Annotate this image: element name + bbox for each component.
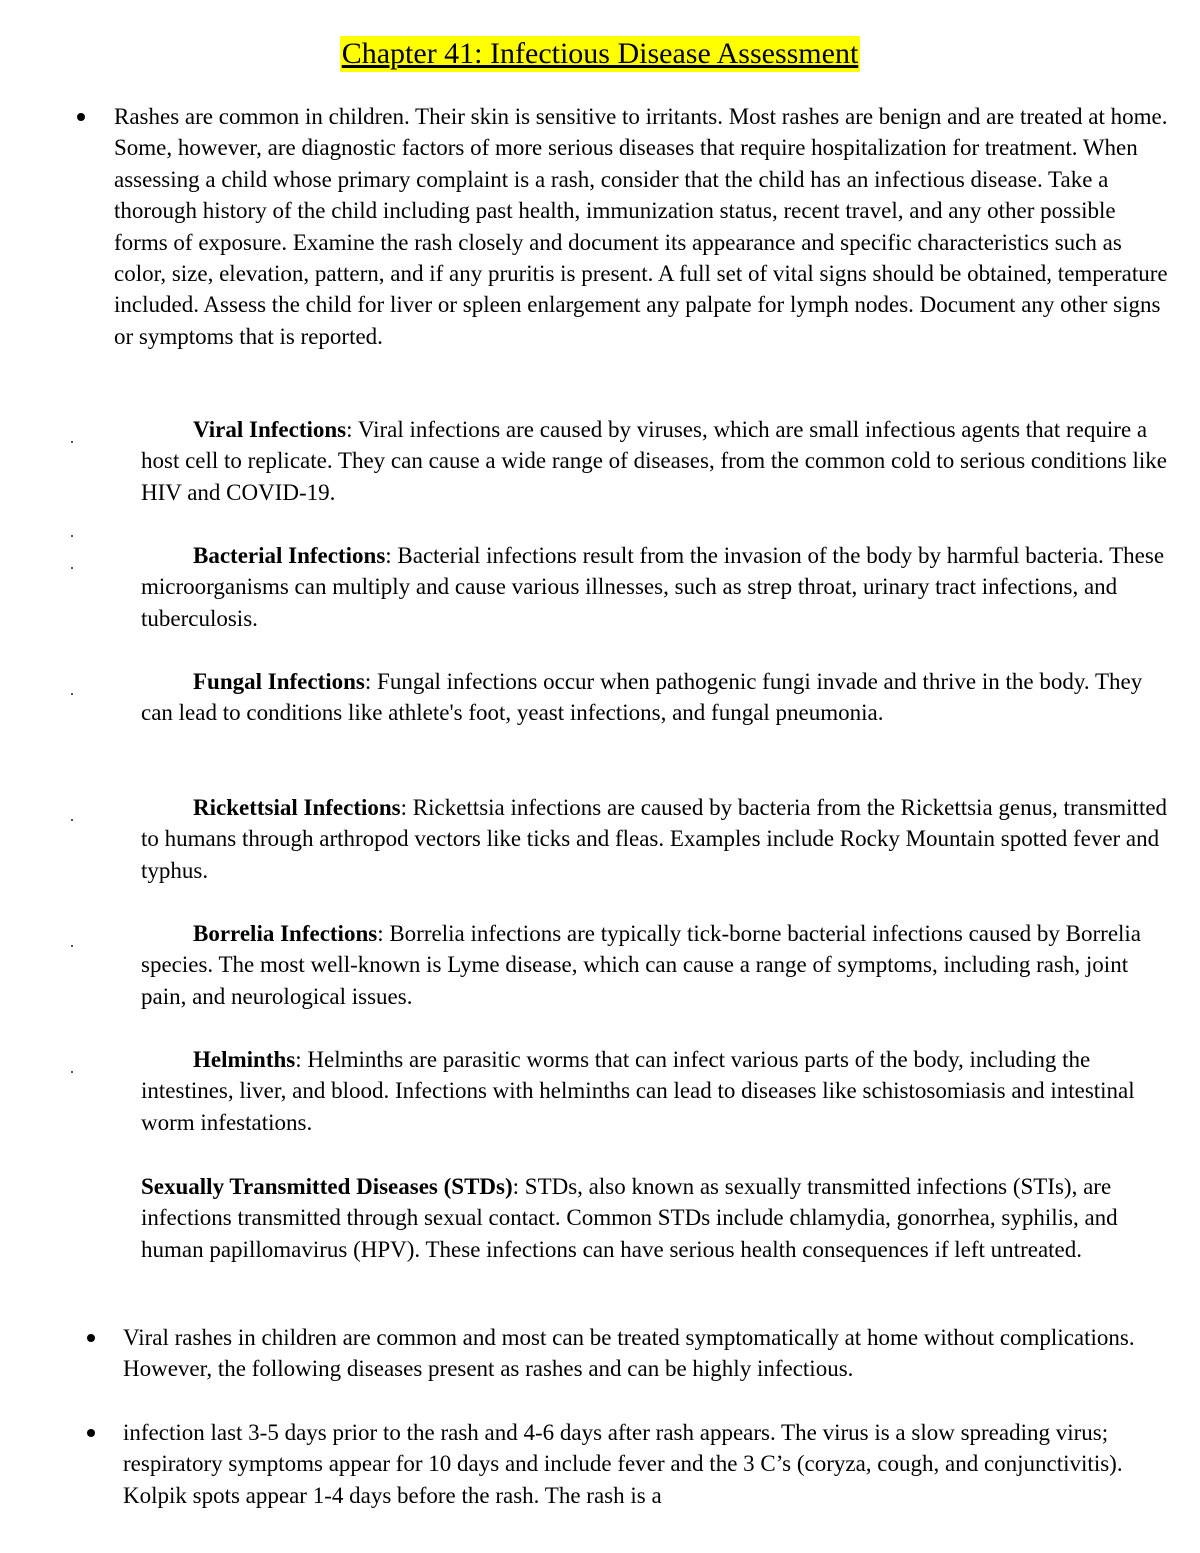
term-bacterial-infections: Bacterial Infections	[193, 543, 386, 568]
term-helminths: Helminths	[193, 1047, 296, 1072]
definition-viral-infections: : Viral infections are caused by viruses, which are small infectious agents that require a host cell to replicate. They can cause a wide range of diseases, from the common cold to serious conditions like HIV and COVID-19.	[141, 417, 1167, 505]
definition-bacterial-infections: : Bacterial infections result from the invasion of the body by harmful bacteria. These microorganisms can multiply and cause various illnesses, such as strep throat, urinary tract infections, and tuberculosis.	[141, 543, 1165, 631]
title-container	[0, 36, 1200, 72]
definition-rickettsial-infections: : Rickettsia infections are caused by bacteria from the Rickettsia genus, transmitted to humans through arthropod vectors like ticks and fleas. Examples include Rocky Mountain spotted fever and typhus.	[141, 795, 1168, 883]
term-stds: Sexually Transmitted Diseases (STDs)	[141, 1174, 513, 1199]
margin-marker	[71, 441, 73, 443]
paragraph-rashes-intro: Rashes are common in children. Their skin is sensitive to irritants. Most rashes are benign and are treated at home. Some, however, are diagnostic factors of more serious diseases that require hospitalization for treatment. When assessing a child whose primary complaint is a rash, consider that the child has an infectious disease. Take a thorough history of the child including past health, immunization status, recent travel, and any other possible forms of exposure. Examine the rash closely and document its appearance and specific characteristics such as color, size, elevation, pattern, and if any pruritis is present. A full set of vital signs should be obtained, temperature included. Assess the child for liver or spleen enlargement any palpate for lymph nodes. Document any other signs or symptoms that is reported.	[114, 104, 1168, 349]
term-viral-infections: Viral Infections	[193, 417, 347, 442]
margin-marker	[71, 693, 73, 695]
margin-marker	[71, 819, 73, 821]
paragraph-rickettsial-infections	[141, 792, 1171, 886]
paragraph-infection-duration: infection last 3-5 days prior to the rash and 4-6 days after rash appears. The virus is a slow spreading virus; respiratory symptoms appear for 10 days and include fever and the 3 C’s (coryza, cough, and conjunctivitis). Kolpik spots appear 1-4 days before the rash. The rash is a	[123, 1420, 1123, 1508]
paragraph-helminths	[141, 1044, 1171, 1138]
term-fungal-infections: Fungal Infections	[193, 669, 365, 694]
bullet-icon	[77, 113, 85, 121]
term-rickettsial-infections: Rickettsial Infections	[193, 795, 401, 820]
bullet-icon	[87, 1429, 95, 1437]
definition-fungal-infections: : Fungal infections occur when pathogenic fungi invade and thrive in the body. They can lead to conditions like athlete's foot, yeast infections, and fungal pneumonia.	[141, 669, 1143, 726]
margin-marker	[71, 945, 73, 947]
term-borrelia-infections: Borrelia Infections	[193, 921, 378, 946]
paragraph-fungal-infections	[141, 666, 1171, 729]
margin-marker	[71, 1071, 73, 1073]
definition-helminths: : Helminths are parasitic worms that can infect various parts of the body, including the intestines, liver, and blood. Infections with helminths can lead to diseases like schistosomiasis and intestinal worm infestations.	[141, 1047, 1135, 1135]
paragraph-borrelia-infections	[141, 918, 1171, 1012]
margin-marker	[71, 535, 73, 537]
paragraph-viral-infections	[141, 414, 1171, 508]
margin-marker	[71, 567, 73, 569]
bullet-icon	[87, 1334, 95, 1342]
paragraph-stds	[141, 1171, 1171, 1265]
definition-borrelia-infections: : Borrelia infections are typically tick-borne bacterial infections caused by Borrelia species. The most well-known is Lyme disease, which can cause a range of symptoms, including rash, joint pain, and neurological issues.	[141, 921, 1142, 1009]
paragraph-viral-rashes: Viral rashes in children are common and most can be treated symptomatically at home without complications. However, the following diseases present as rashes and can be highly infectious.	[123, 1325, 1135, 1382]
page-title: Chapter 41: Infectious Disease Assessment	[341, 37, 859, 70]
definition-stds: : STDs, also known as sexually transmitted infections (STIs), are infections transmitted through sexual contact. Common STDs include chlamydia, gonorrhea, syphilis, and human papillomavirus (HPV). These infections can have serious health consequences if left untreated.	[141, 1174, 1118, 1262]
paragraph-bacterial-infections	[141, 540, 1171, 634]
